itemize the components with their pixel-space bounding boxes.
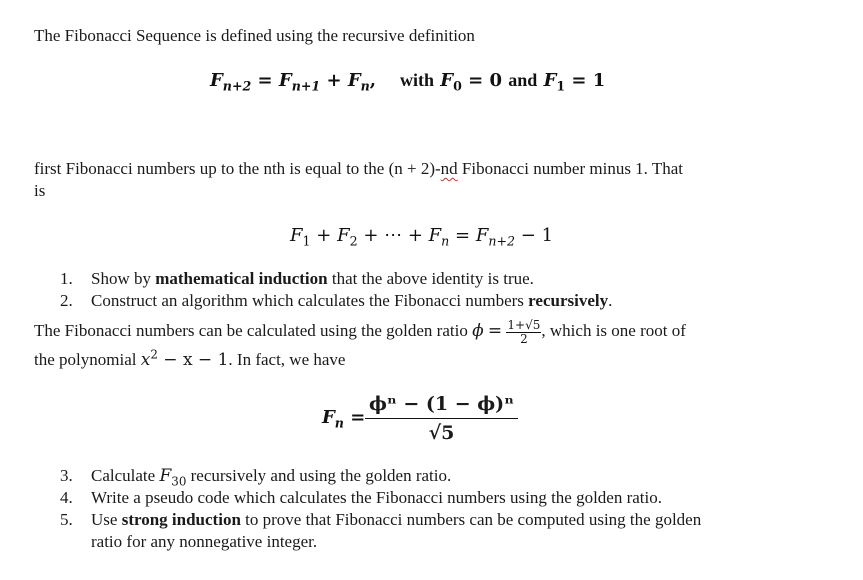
golden-frac-numerator: 1+√5 — [507, 318, 541, 333]
task-text: Write a pseudo code which calculates the Fibonacci numbers using the golden ratio. — [91, 488, 663, 507]
golden-text: The Fibonacci numbers can be calculated using the golden ratio — [34, 321, 473, 340]
binet-f: F — [322, 407, 335, 428]
task-number: 1. — [60, 269, 73, 288]
task-number: 5. — [60, 510, 73, 529]
task-item-5 — [60, 509, 701, 531]
f0-sub: 0 — [453, 78, 462, 94]
sum-intro-part2: Fibonacci number minus 1. That — [457, 159, 684, 178]
task-item-3 — [60, 465, 701, 487]
with-text: with — [400, 70, 435, 90]
golden-fraction — [506, 319, 541, 345]
poly-rest: − x − 1 — [157, 350, 229, 370]
sum-fn2-sub: n+2 — [488, 233, 516, 249]
golden-equals: = — [487, 321, 503, 341]
f1-value: = 1 — [571, 70, 606, 91]
task-bold-text: recursively — [528, 291, 609, 310]
sum-fn2: F — [475, 225, 489, 246]
task-number: 2. — [60, 291, 73, 310]
f1-sub: 1 — [556, 78, 566, 94]
and-text: and — [508, 70, 538, 90]
task-text: ratio for any nonnegative integer. — [91, 532, 318, 551]
task-item-4 — [60, 487, 701, 509]
task-text: Use — [91, 510, 122, 529]
f30-sub: 30 — [171, 474, 187, 489]
sum-intro-line1 — [34, 159, 683, 179]
task-number: 3. — [60, 466, 73, 485]
task-item-2 — [60, 290, 612, 312]
task-list-a — [60, 268, 612, 312]
binet-f-sub: n — [334, 415, 344, 431]
sum-f1: F — [290, 225, 303, 246]
poly-exponent: 2 — [150, 347, 158, 362]
poly-x: x — [140, 350, 151, 370]
sum-fn-sub: n — [441, 233, 450, 249]
task-text: Calculate — [91, 466, 160, 485]
golden-text: the polynomial — [34, 350, 141, 369]
task-text: to prove that Fibonacci numbers can be computed using the golden — [240, 510, 702, 529]
golden-text: , which is one root of — [541, 321, 686, 340]
f0-value: = 0 — [468, 70, 502, 91]
sum-f2-sub: 2 — [349, 233, 358, 249]
task-item-1 — [60, 268, 612, 290]
binet-numerator: ϕⁿ − (1 − ϕ)ⁿ — [365, 392, 518, 419]
recurrence-term2-sub: n — [360, 78, 370, 94]
sum-identity-equation — [290, 225, 554, 249]
task-number: 4. — [60, 488, 73, 507]
recurrence-comma: , — [369, 70, 377, 91]
sum-minus-one: − 1 — [520, 225, 554, 246]
recurrence-term1-sub: n+1 — [291, 78, 321, 94]
recurrence-equals: = — [257, 70, 273, 91]
golden-ratio-line1 — [34, 318, 686, 345]
sum-fn: F — [428, 225, 442, 246]
sum-intro-line2: is — [34, 181, 46, 200]
binet-lhs — [322, 407, 366, 431]
sum-f2: F — [337, 225, 350, 246]
recurrence-term1: F — [278, 70, 292, 91]
spellcheck-word: nd — [440, 159, 458, 178]
task-text: recursively and using the golden ratio. — [186, 466, 452, 485]
sum-equals: = — [455, 225, 471, 246]
task-bold-text: strong induction — [121, 510, 241, 529]
task-text: Construct an algorithm which calculates the Fibonacci numbers — [91, 291, 529, 310]
binet-equals: = — [350, 407, 366, 428]
f1-symbol: F — [543, 70, 557, 91]
recurrence-lhs: F — [210, 70, 223, 91]
task-item-5-continued — [60, 531, 701, 553]
golden-ratio-line2 — [34, 347, 346, 370]
golden-text: . In fact, we have — [228, 350, 346, 369]
sum-plus2: + ⋯ + — [363, 225, 423, 246]
recurrence-lhs-sub: n+2 — [222, 78, 252, 94]
sum-plus1: + — [316, 225, 332, 246]
recurrence-term2: F — [347, 70, 361, 91]
sum-intro-part1: first Fibonacci numbers up to the nth is equal to the (n + 2)- — [34, 159, 441, 178]
recurrence-equation — [210, 70, 377, 94]
sum-f1-sub: 1 — [302, 233, 311, 249]
intro-text: The Fibonacci Sequence is defined using the recursive definition — [34, 26, 475, 45]
binet-denominator: √5 — [428, 422, 455, 444]
f30-symbol: F — [159, 466, 172, 486]
task-text: that the above identity is true. — [327, 269, 534, 288]
task-text: . — [608, 291, 613, 310]
recurrence-plus: + — [326, 70, 342, 91]
task-text: Show by — [91, 269, 156, 288]
golden-frac-denominator: 2 — [520, 332, 528, 347]
initial-conditions — [400, 70, 606, 94]
f0-symbol: F — [440, 70, 454, 91]
binet-fraction — [365, 392, 518, 445]
task-bold-text: mathematical induction — [155, 269, 328, 288]
task-list-b — [60, 465, 701, 553]
phi-symbol: ϕ — [472, 321, 484, 341]
